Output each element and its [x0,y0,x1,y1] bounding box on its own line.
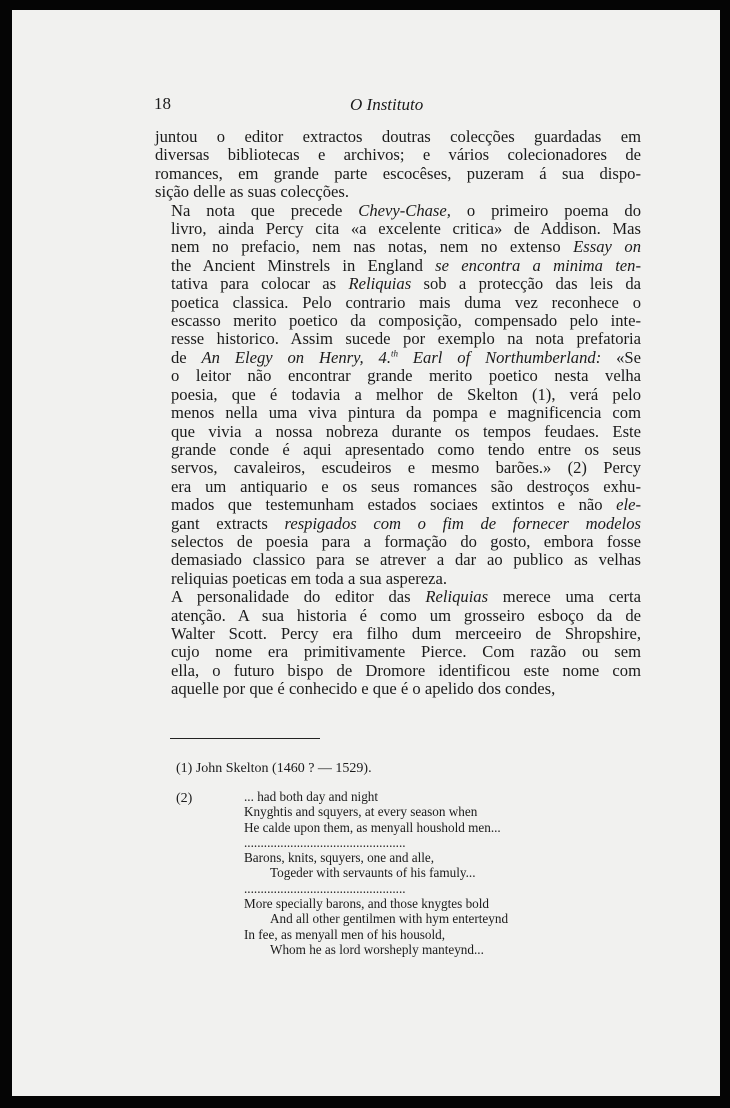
verse-line: And all other gentilmen with hym enterteynd [270,911,509,927]
text-line: Na nota que precede Chevy-Chase, o primeiro poema do [171,200,641,220]
verse-line: ................................................. [244,834,406,850]
text-line: menos nella uma viva pintura da pompa e magnificencia com [171,403,641,423]
verse-line: Barons, knits, squyers, one and alle, [244,850,435,866]
text-line: gant extracts respigados com o fim de fornecer modelos [171,513,641,533]
text-line: escasso merito poetico da composição, compensado pelo inte- [171,311,641,331]
text-line: de An Elegy on Henry, 4.$^{th}$ Earl of Northumberland: «Se [171,347,642,367]
text-line: poetica classica. Pelo contrario mais duma vez reconhece o [171,292,641,312]
text-line: cujo nome era primitivamente Pierce. Com razão ou sem [171,642,641,662]
footnote-rule [170,738,320,739]
verse-line: ... had both day and night [244,789,379,804]
text-line: juntou o editor extractos doutras colecções guardadas em [155,127,641,146]
footnote-2-verse [244,789,508,957]
paragraph-2 [155,202,641,589]
text-line: que vivia a nossa nobreza durante os tempos feudaes. Este [171,421,641,441]
page-number: 18 [154,94,171,113]
footnote-2-marker: (2) [176,791,193,806]
text-line: the Ancient Minstrels in England se encontra a minima ten- [171,255,641,275]
text-line: atenção. A sua historia é como um grosseiro esboço da de [171,605,641,625]
footnote-1: (1) John Skelton (1460 ? — 1529). [176,761,372,776]
text-line: ella, o futuro bispo de Dromore identificou este nome com [171,660,641,680]
text-line: mados que testemunham estados sociaes extintos e não ele- [171,495,641,515]
text-line: demasiado classico para se atrever a dar ao publico as velhas [171,550,641,570]
text-line: livro, ainda Percy cita «a excelente critica» de Addison. Mas [171,219,641,239]
text-line: o leitor não encontrar grande merito poetico nesta velha [171,366,641,386]
text-line: aquelle por que é conhecido e que é o apelido dos condes, [171,679,556,699]
verse-line: Knyghtis and squyers, at every season when [244,804,478,820]
text-line: romances, em grande parte escocêses, puzeram á sua dispo- [155,163,641,183]
text-line: resse historico. Assim sucede por exemplo na nota prefatoria [171,329,641,349]
text-line: sição delle as suas colecções. [155,182,349,202]
text-line: grande conde é aqui apresentado como tendo entre os seus [171,439,641,459]
text-line: Walter Scott. Percy era filho dum merceeiro de Shropshire, [171,623,641,643]
verse-line: ................................................. [244,880,406,896]
text-line: A personalidade do editor das Reliquias merece uma certa [171,587,641,607]
text-line: diversas bibliotecas e archivos; e vários colecionadores de [155,145,641,165]
running-title: O Instituto [350,95,424,114]
paragraph-1 [155,128,641,202]
text-line: nem no prefacio, nem nas notas, nem no extenso Essay on [171,237,641,257]
verse-line: In fee, as menyall men of his housold, [244,926,446,942]
paragraph-3 [155,588,641,698]
verse-line: He calde upon them, as menyall houshold men... [244,819,501,835]
text-line: tativa para colocar as Reliquias sob a protecção das leis da [171,274,641,294]
page-header [154,94,474,116]
body-text [155,128,641,699]
text-line: reliquias poeticas em toda a sua aspereza. [171,568,447,588]
text-line: servos, cavaleiros, escudeiros e mesmo barões.» (2) Percy [171,458,641,478]
text-line: era um antiquario e os seus romances são destroços exhu- [171,476,641,496]
verse-line: More specially barons, and those knygtes bold [244,896,490,912]
text-line: poesia, que é todavia a melhor de Skelton (1), verá pelo [171,384,641,404]
verse-line: Whom he as lord worsheply manteynd... [270,941,484,957]
text-line: selectos de poesia para a formação do gosto, embora fosse [171,531,641,551]
verse-line: Togeder with servaunts of his famuly... [270,865,476,881]
